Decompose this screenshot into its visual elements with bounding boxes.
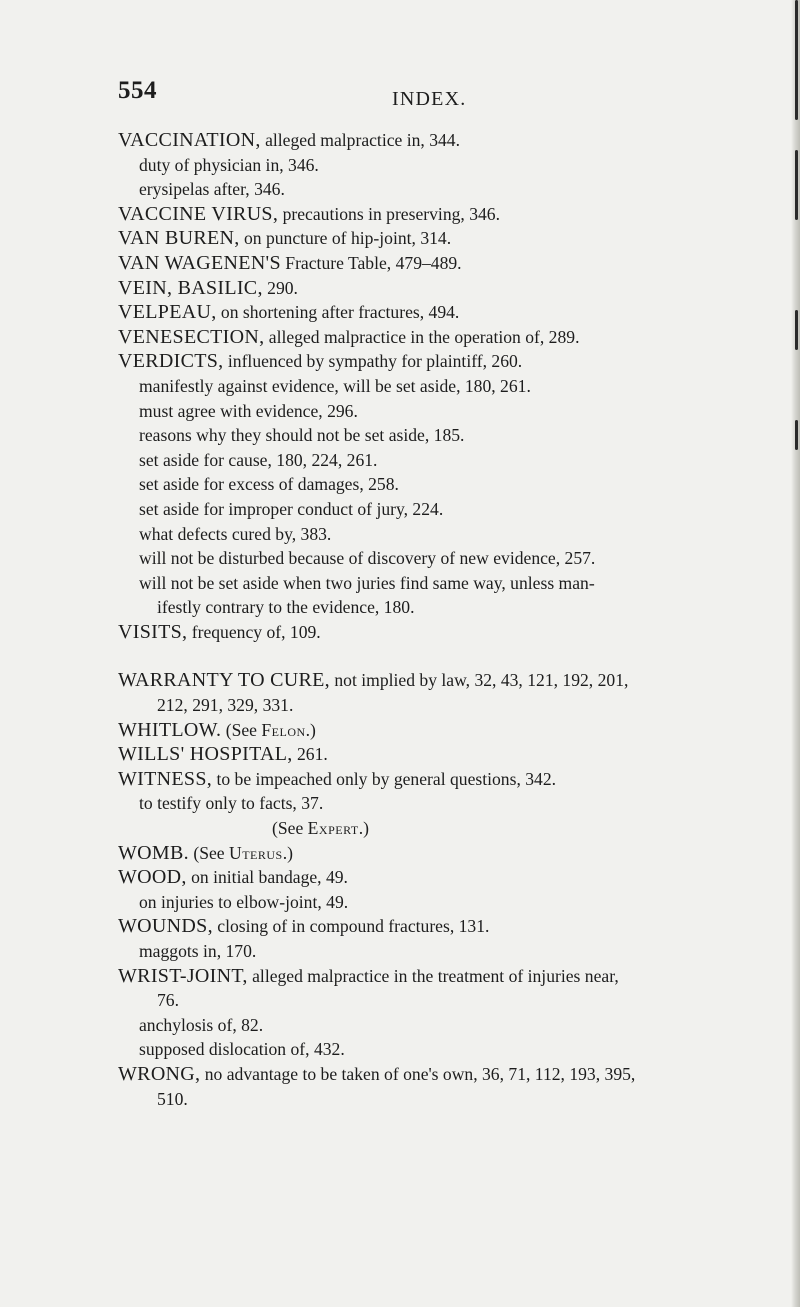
index-entry	[118, 226, 788, 251]
index-subentry	[118, 890, 788, 915]
index-entry	[118, 202, 788, 227]
index-subentry	[118, 153, 788, 178]
subentry-text: set aside for cause, 180, 224, 261.	[139, 449, 378, 470]
index-subentry	[118, 374, 788, 399]
page-number: 554	[118, 77, 157, 104]
index-subentry	[118, 522, 788, 547]
entry-term: VACCINE VIRUS,	[118, 202, 279, 225]
index-entry	[118, 964, 788, 989]
entry-term: VACCINATION,	[118, 129, 261, 151]
subentry-text: what defects cured by, 383.	[139, 523, 332, 544]
index-entry	[118, 276, 788, 301]
index-subentry	[118, 791, 788, 816]
index-continuation	[118, 988, 788, 1013]
index-entry	[118, 742, 788, 767]
subentry-text: supposed dislocation of, 432.	[139, 1039, 345, 1060]
subentry-text: erysipelas after, 346.	[139, 179, 285, 200]
index-entry	[118, 1062, 788, 1087]
index-subentry	[118, 472, 788, 497]
running-head: INDEX.	[392, 88, 467, 110]
index-entry	[118, 620, 788, 645]
entry-term: WOOD,	[118, 866, 187, 889]
subentry-text: will not be set aside when two juries find same way, unless man-	[139, 572, 595, 593]
index-subentry	[118, 399, 788, 424]
entry-text: 290.	[262, 277, 298, 298]
subentry-text: set aside for excess of damages, 258.	[139, 474, 399, 495]
index-entry	[118, 300, 788, 325]
entry-term: WILLS' HOSPITAL,	[118, 743, 293, 766]
subentry-text: manifestly against evidence, will be set aside, 180, 261.	[139, 375, 531, 396]
index-subentry	[118, 423, 788, 448]
index-continuation	[118, 595, 788, 620]
edge-mark	[795, 420, 798, 450]
entry-text: (See	[221, 719, 262, 740]
entry-text: to be impeached only by general questions, 342.	[212, 768, 557, 789]
subentry-text: on injuries to elbow-joint, 49.	[139, 891, 349, 912]
entry-text: no advantage to be taken of one's own, 36, 71, 112, 193, 395,	[200, 1063, 636, 1084]
entry-text: on shortening after fractures, 494.	[216, 302, 460, 323]
entry-term: WHITLOW.	[118, 718, 222, 741]
see-text: (See	[272, 818, 308, 839]
index-continuation	[118, 693, 788, 718]
entry-text: 261.	[292, 744, 328, 765]
entry-text: alleged malpractice in, 344.	[260, 130, 461, 150]
index-entry	[118, 914, 788, 939]
entry-text: alleged malpractice in the treatment of injuries near,	[247, 965, 619, 986]
subentry-text: anchylosis of, 82.	[139, 1014, 264, 1035]
entry-text: on initial bandage, 49.	[186, 867, 348, 888]
subentry-text: must agree with evidence, 296.	[139, 400, 358, 421]
index-subentry	[118, 448, 788, 473]
index-entry	[118, 349, 788, 374]
entry-term: VISITS,	[118, 620, 188, 643]
entry-term: VAN WAGENEN'S	[118, 251, 281, 274]
index-entry	[118, 865, 788, 890]
entry-text: alleged malpractice in the operation of, 289.	[264, 326, 580, 347]
index-entry	[118, 668, 788, 693]
index-subentry	[118, 571, 788, 596]
index-entry	[118, 251, 788, 276]
entry-text: frequency of, 109.	[187, 621, 321, 642]
cross-reference-close: .)	[358, 818, 369, 839]
subentry-text: will not be disturbed because of discovery of new evidence, 257.	[139, 548, 596, 569]
index-subentry	[118, 1037, 788, 1062]
index-see-reference	[118, 816, 788, 841]
subentry-text: set aside for improper conduct of jury, 224.	[139, 498, 444, 519]
index-subentry	[118, 497, 788, 522]
subentry-text: to testify only to facts, 37.	[139, 793, 324, 814]
index-subentry	[118, 1013, 788, 1038]
index-entry	[118, 128, 788, 153]
entry-term: WRONG,	[118, 1062, 201, 1085]
edge-mark	[795, 0, 798, 120]
cross-reference: Uterus	[229, 842, 283, 863]
page-header	[118, 77, 760, 110]
subentry-text: duty of physician in, 346.	[139, 154, 319, 175]
entry-term: WITNESS,	[118, 767, 213, 790]
entry-text: closing of in compound fractures, 131.	[212, 916, 490, 937]
edge-mark	[795, 150, 798, 220]
continuation-text: ifestly contrary to the evidence, 180.	[157, 597, 415, 618]
index-subentry	[118, 546, 788, 571]
index-entries	[118, 128, 788, 1111]
index-entry	[118, 841, 788, 866]
entry-term: WRIST-JOINT,	[118, 964, 248, 987]
index-entry	[118, 767, 788, 792]
entry-text: Fracture Table, 479–489.	[280, 252, 462, 273]
index-subentry	[118, 177, 788, 202]
entry-term: VENESECTION,	[118, 325, 265, 348]
scan-edge	[791, 0, 800, 1307]
continuation-text: 76.	[157, 990, 179, 1011]
cross-reference-close: .)	[305, 719, 316, 740]
entry-text: not implied by law, 32, 43, 121, 192, 201,	[329, 670, 629, 691]
index-continuation	[118, 1087, 788, 1112]
cross-reference: Expert	[307, 818, 359, 839]
entry-text: influenced by sympathy for plaintiff, 260.	[223, 351, 523, 372]
entry-text: precautions in preserving, 346.	[278, 203, 500, 224]
entry-term: VERDICTS,	[118, 350, 224, 373]
continuation-text: 212, 291, 329, 331.	[157, 695, 294, 716]
cross-reference-close: .)	[282, 842, 293, 863]
index-entry	[118, 718, 788, 743]
subentry-text: maggots in, 170.	[139, 941, 257, 961]
index-subentry	[118, 939, 788, 964]
entry-term: VEIN, BASILIC,	[118, 276, 263, 299]
index-entry	[118, 325, 788, 350]
entry-text: on puncture of hip-joint, 314.	[239, 228, 452, 249]
entry-term: VELPEAU,	[118, 301, 217, 324]
subentry-text: reasons why they should not be set aside, 185.	[139, 425, 465, 446]
entry-term: WOUNDS,	[118, 915, 213, 938]
entry-text: (See	[188, 842, 230, 863]
continuation-text: 510.	[157, 1088, 188, 1109]
entry-term: WARRANTY TO CURE,	[118, 669, 330, 692]
entry-term: VAN BUREN,	[118, 227, 240, 250]
edge-mark	[795, 310, 798, 350]
cross-reference: Felon	[261, 719, 306, 740]
entry-term: WOMB.	[118, 841, 189, 864]
